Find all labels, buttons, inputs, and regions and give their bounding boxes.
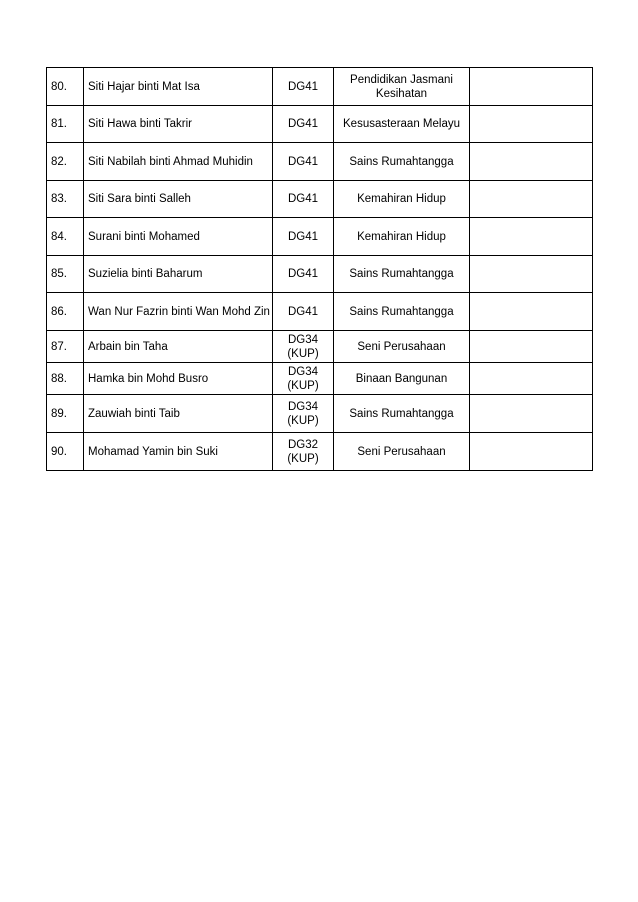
grade-code: DG34 (287, 365, 319, 378)
staff-name: Siti Sara binti Salleh (84, 181, 273, 218)
remarks-cell (470, 395, 593, 433)
staff-name: Hamka bin Mohd Busro (84, 363, 273, 395)
staff-table (46, 67, 593, 471)
staff-name: Arbain bin Taha (84, 331, 273, 363)
table-row (47, 68, 593, 106)
row-number: 85. (47, 256, 84, 293)
remarks-cell (470, 218, 593, 256)
table-row (47, 181, 593, 218)
staff-name: Siti Nabilah binti Ahmad Muhidin (84, 143, 273, 181)
remarks-cell (470, 256, 593, 293)
row-number: 88. (47, 363, 84, 395)
row-number: 84. (47, 218, 84, 256)
remarks-cell (470, 143, 593, 181)
grade-note: (KUP) (287, 379, 319, 392)
remarks-cell (470, 433, 593, 471)
grade-note: (KUP) (287, 347, 319, 360)
grade-code: DG41 (287, 80, 319, 93)
remarks-cell (470, 106, 593, 143)
row-number: 89. (47, 395, 84, 433)
grade-code: DG41 (287, 268, 319, 280)
grade-code: DG41 (287, 118, 319, 130)
subject-cell: Pendidikan Jasmani Kesihatan (334, 68, 470, 106)
staff-name: Mohamad Yamin bin Suki (84, 433, 273, 471)
row-number: 90. (47, 433, 84, 471)
grade-code: DG32 (287, 438, 319, 451)
staff-name: Zauwiah binti Taib (84, 395, 273, 433)
table-row (47, 256, 593, 293)
remarks-cell (470, 181, 593, 218)
subject-cell: Binaan Bangunan (334, 363, 470, 395)
grade-cell (273, 256, 334, 293)
subject-cell: Kesusasteraan Melayu (334, 106, 470, 143)
grade-note: (KUP) (287, 452, 319, 465)
grade-cell (273, 433, 334, 471)
table-row (47, 331, 593, 363)
subject-cell: Sains Rumahtangga (334, 143, 470, 181)
subject-cell: Sains Rumahtangga (334, 293, 470, 331)
grade-code: DG41 (287, 193, 319, 205)
row-number: 80. (47, 68, 84, 106)
grade-cell (273, 331, 334, 363)
table-row (47, 395, 593, 433)
table-row (47, 363, 593, 395)
subject-cell: Sains Rumahtangga (334, 256, 470, 293)
grade-code: DG34 (287, 333, 319, 346)
table-row (47, 143, 593, 181)
grade-code: DG41 (287, 305, 319, 318)
subject-cell: Seni Perusahaan (334, 331, 470, 363)
remarks-cell (470, 68, 593, 106)
grade-code: DG41 (287, 230, 319, 243)
remarks-cell (470, 293, 593, 331)
grade-note: (KUP) (287, 414, 319, 427)
staff-name: Surani binti Mohamed (84, 218, 273, 256)
grade-code: DG34 (287, 400, 319, 413)
table-row (47, 106, 593, 143)
staff-name: Suzielia binti Baharum (84, 256, 273, 293)
table-row (47, 433, 593, 471)
row-number: 83. (47, 181, 84, 218)
grade-cell (273, 181, 334, 218)
grade-cell (273, 143, 334, 181)
subject-cell: Seni Perusahaan (334, 433, 470, 471)
grade-cell (273, 106, 334, 143)
row-number: 81. (47, 106, 84, 143)
grade-cell (273, 395, 334, 433)
row-number: 86. (47, 293, 84, 331)
staff-name: Siti Hawa binti Takrir (84, 106, 273, 143)
table-row (47, 218, 593, 256)
subject-cell: Kemahiran Hidup (334, 218, 470, 256)
grade-code: DG41 (287, 155, 319, 168)
staff-table-body (47, 68, 593, 471)
remarks-cell (470, 363, 593, 395)
subject-cell: Sains Rumahtangga (334, 395, 470, 433)
staff-name: Wan Nur Fazrin binti Wan Mohd Zin (84, 293, 273, 331)
row-number: 82. (47, 143, 84, 181)
row-number: 87. (47, 331, 84, 363)
table-row (47, 293, 593, 331)
grade-cell (273, 363, 334, 395)
grade-cell (273, 293, 334, 331)
staff-name: Siti Hajar binti Mat Isa (84, 68, 273, 106)
subject-cell: Kemahiran Hidup (334, 181, 470, 218)
grade-cell (273, 68, 334, 106)
remarks-cell (470, 331, 593, 363)
grade-cell (273, 218, 334, 256)
